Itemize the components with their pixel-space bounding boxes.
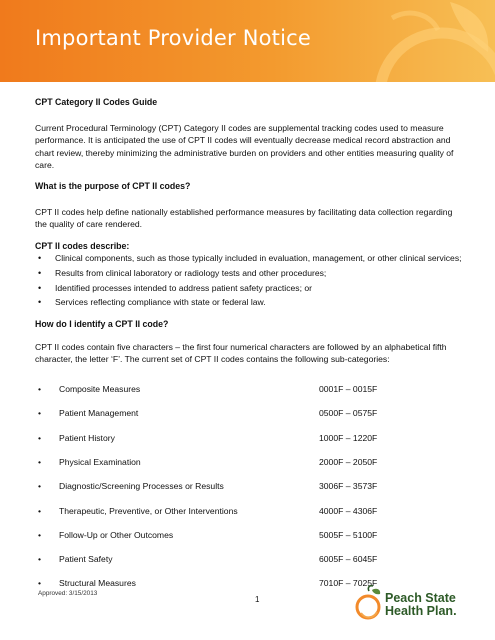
bullet-icon: • — [38, 267, 42, 278]
list-item — [35, 252, 465, 264]
subcategory-row — [35, 432, 465, 444]
describe-list — [35, 252, 465, 311]
subcategory-range: 0001F – 0015F — [319, 384, 378, 394]
subcategory-name: Patient Management — [59, 408, 139, 418]
list-item-text: Clinical components, such as those typically included in evaluation, management, or other clinical services; — [55, 253, 462, 263]
list-item-text: Identified processes intended to address patient safety practices; or — [55, 282, 313, 293]
bullet-icon: • — [38, 457, 42, 467]
subcategory-range: 2000F – 2050F — [319, 457, 378, 467]
subcategory-name: Structural Measures — [59, 578, 136, 588]
bullet-icon: • — [38, 481, 42, 491]
subcategory-row — [35, 480, 465, 492]
subcategory-name: Composite Measures — [59, 384, 141, 394]
subcategory-name: Physical Examination — [59, 457, 141, 467]
bullet-icon: • — [38, 554, 42, 564]
approved-date: Approved: 3/15/2013 — [38, 590, 98, 597]
list-item — [35, 267, 465, 279]
banner-title: Important Provider Notice — [35, 26, 312, 50]
answer-purpose: CPT II codes help define nationally established performance measures by facilitating data collection regarding the quality of care rendered. — [35, 207, 453, 230]
subcategory-row — [35, 553, 465, 565]
subcategory-row — [35, 407, 465, 419]
document-title: CPT Category II Codes Guide — [35, 97, 158, 107]
question-describe: CPT II codes describe: — [35, 241, 130, 251]
bullet-icon: • — [38, 433, 42, 443]
peach-leaf-decoration — [330, 0, 495, 82]
list-item-text: Results from clinical laboratory or radiology tests and other procedures; — [55, 267, 327, 278]
subcategory-range: 7010F – 7025F — [319, 578, 378, 588]
subcategory-name: Diagnostic/Screening Processes or Results — [59, 481, 224, 491]
peach-logo-icon — [355, 585, 383, 625]
page-number: 1 — [255, 595, 260, 604]
list-item — [35, 296, 465, 308]
subcategory-range: 0500F – 0575F — [319, 408, 378, 418]
bullet-icon: • — [38, 282, 42, 293]
bullet-icon: • — [38, 408, 42, 418]
subcategory-range: 4000F – 4306F — [319, 506, 378, 516]
question-identify: How do I identify a CPT II code? — [35, 319, 169, 329]
subcategory-row — [35, 383, 465, 395]
subcategory-range: 5005F – 5100F — [319, 530, 378, 540]
subcategory-range: 1000F – 1220F — [319, 433, 378, 443]
logo-line-2: Health Plan. — [385, 603, 457, 618]
intro-paragraph: Current Procedural Terminology (CPT) Category II codes are supplemental tracking codes used to measure performance. It is anticipated the use of CPT II codes will eventually decrease medical record abstraction and chart review, thereby minimizing the administrative burden on providers and other entities measuring quality of care. — [35, 123, 454, 171]
answer-identify: CPT II codes contain five characters – the first four numerical characters are followed by an alphabetical fifth character, the letter ‘F’. The current set of CPT II codes contains the following sub-categories: — [35, 342, 447, 365]
peach-state-logo — [355, 585, 485, 630]
question-purpose: What is the purpose of CPT II codes? — [35, 181, 191, 191]
logo-wordmark — [385, 592, 457, 617]
bullet-icon: • — [38, 384, 42, 394]
list-item-text: Services reflecting compliance with state or federal law. — [55, 297, 266, 308]
bullet-icon: • — [38, 530, 42, 540]
subcategory-range: 3006F – 3573F — [319, 481, 378, 491]
subcategory-range: 6005F – 6045F — [319, 554, 378, 564]
subcategory-name: Patient Safety — [59, 554, 113, 564]
subcategory-row — [35, 529, 465, 541]
bullet-icon: • — [38, 253, 42, 263]
subcategory-name: Follow-Up or Other Outcomes — [59, 530, 174, 540]
logo-line-1: Peach State — [385, 591, 456, 605]
subcategory-name: Therapeutic, Preventive, or Other Interventions — [59, 506, 238, 516]
subcategory-name: Patient History — [59, 433, 115, 443]
bullet-icon: • — [38, 297, 42, 308]
subcategory-row — [35, 505, 465, 517]
subcategory-row — [35, 456, 465, 468]
bullet-icon: • — [38, 506, 42, 516]
bullet-icon: • — [38, 578, 42, 588]
header-banner — [0, 0, 495, 82]
list-item — [35, 282, 465, 294]
